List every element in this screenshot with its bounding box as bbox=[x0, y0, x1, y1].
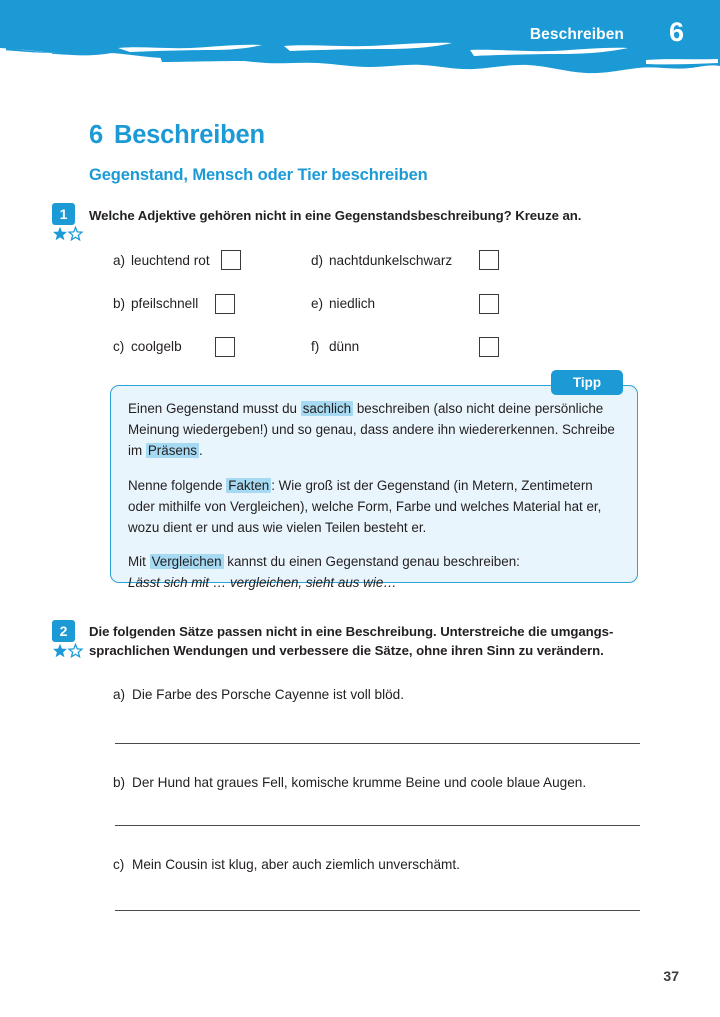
page-header-band bbox=[0, 0, 720, 92]
exercise-1-item-e bbox=[311, 296, 375, 311]
exercise-2-sentence-a bbox=[113, 687, 404, 702]
tipp-p3-part1: Mit bbox=[128, 554, 150, 570]
item-letter: a) bbox=[113, 687, 126, 702]
exercise-2-marker bbox=[52, 620, 86, 658]
item-letter: d) bbox=[311, 253, 324, 268]
tipp-p1-part2: beschreiben (also nicht deine persönliche Meinung wiedergeben!) und so genau, dass andere ihn wiedererkennen. Schreibe im bbox=[128, 401, 615, 458]
chapter-title-text: Beschreiben bbox=[113, 121, 265, 150]
page-number: 37 bbox=[663, 968, 679, 984]
tipp-paragraph-1 bbox=[128, 399, 622, 462]
item-letter: a) bbox=[113, 253, 126, 268]
header-brushstroke-shape bbox=[0, 0, 720, 92]
tipp-box bbox=[110, 385, 638, 591]
tipp-p1-part3: . bbox=[198, 442, 203, 458]
exercise-1-checkbox-d[interactable] bbox=[479, 250, 499, 270]
item-letter: c) bbox=[113, 339, 125, 354]
item-text: leuchtend rot bbox=[131, 253, 210, 268]
exercise-2-answer-line-a[interactable] bbox=[115, 743, 640, 744]
item-text: niedlich bbox=[329, 296, 376, 311]
exercise-1-checkbox-f[interactable] bbox=[479, 337, 499, 357]
exercise-1-checkbox-a[interactable] bbox=[221, 250, 241, 270]
tipp-example-italic: Lässt sich mit … vergleichen, sieht aus wie… bbox=[128, 575, 397, 591]
exercise-1-item-a bbox=[113, 253, 210, 268]
exercise-2-instruction-line1: Die folgenden Sätze passen nicht in eine Beschreibung. Unterstreiche die umgangs- bbox=[89, 624, 614, 639]
item-letter: c) bbox=[113, 857, 125, 872]
item-text: coolgelb bbox=[131, 339, 182, 354]
item-letter: b) bbox=[113, 775, 126, 790]
chapter-title-number: 6 bbox=[89, 121, 103, 150]
exercise-1-item-d bbox=[311, 253, 452, 268]
tipp-highlight-vergleichen: Vergleichen bbox=[151, 554, 222, 570]
exercise-2-answer-line-b[interactable] bbox=[115, 825, 640, 826]
item-text: nachtdunkelschwarz bbox=[329, 253, 453, 268]
item-text: dünn bbox=[329, 339, 360, 354]
exercise-1-item-c bbox=[113, 339, 182, 354]
star-filled-icon bbox=[53, 227, 67, 240]
tipp-tab-label: Tipp bbox=[551, 370, 623, 395]
tipp-highlight-sachlich: sachlich bbox=[302, 401, 352, 416]
tipp-highlight-fakten: Fakten bbox=[228, 477, 270, 493]
exercise-1-item-b bbox=[113, 296, 198, 311]
item-text: Mein Cousin ist klug, aber auch ziemlich unverschämt. bbox=[132, 857, 460, 872]
exercise-2-sentence-c bbox=[113, 857, 460, 872]
page-title bbox=[89, 121, 265, 150]
exercise-1-number-badge: 1 bbox=[52, 203, 75, 225]
tipp-box-content bbox=[128, 399, 622, 594]
exercise-1-difficulty-stars bbox=[52, 226, 86, 241]
exercise-2-instruction-line2: sprachlichen Wendungen und verbessere die Sätze, ohne ihren Sinn zu verändern. bbox=[89, 642, 604, 658]
exercise-1-checkbox-e[interactable] bbox=[479, 294, 499, 314]
item-letter: f) bbox=[311, 339, 320, 354]
exercise-1-checkbox-b[interactable] bbox=[215, 294, 235, 314]
item-text: pfeilschnell bbox=[131, 296, 199, 311]
tipp-p2-part1: Nenne folgende bbox=[128, 477, 227, 493]
exercise-2-difficulty-stars bbox=[52, 643, 86, 658]
item-letter: e) bbox=[311, 296, 324, 311]
exercise-1-item-f bbox=[311, 339, 359, 354]
tipp-paragraph-2 bbox=[128, 476, 622, 539]
exercise-2-instruction bbox=[89, 623, 649, 660]
tipp-p1-part1: Einen Gegenstand musst du bbox=[128, 401, 301, 416]
section-title: Gegenstand, Mensch oder Tier beschreiben bbox=[89, 165, 428, 184]
exercise-1-instruction: Welche Adjektive gehören nicht in eine Gegenstandsbeschreibung? Kreuze an. bbox=[89, 208, 582, 223]
item-text: Der Hund hat graues Fell, komische krumme Beine und coole blaue Augen. bbox=[132, 775, 587, 790]
tipp-p3-part2: kannst du einen Gegenstand genau beschreiben: bbox=[223, 554, 520, 570]
star-outline-icon bbox=[69, 227, 82, 239]
exercise-2-sentence-b bbox=[113, 775, 586, 790]
exercise-1-checkbox-c[interactable] bbox=[215, 337, 235, 357]
star-filled-icon bbox=[53, 644, 67, 657]
star-outline-icon bbox=[69, 644, 82, 656]
item-letter: b) bbox=[113, 296, 126, 311]
tipp-highlight-praesens: Präsens bbox=[147, 442, 197, 458]
tipp-paragraph-3 bbox=[128, 552, 622, 594]
exercise-1-marker bbox=[52, 203, 86, 241]
exercise-2-answer-line-c[interactable] bbox=[115, 910, 640, 911]
header-chapter-number: 6 bbox=[668, 17, 684, 47]
exercise-2-number-badge: 2 bbox=[52, 620, 75, 642]
tipp-p2-part2: : Wie groß ist der Gegenstand (in Metern, Zentimetern oder mithilfe von Vergleichen), welche Form, Farbe und welches Material hat er, wozu dient er und aus wie vielen Teilen besteht er. bbox=[128, 477, 602, 535]
item-text: Die Farbe des Porsche Cayenne ist voll blöd. bbox=[132, 687, 405, 702]
header-running-title: Beschreiben bbox=[529, 26, 624, 43]
